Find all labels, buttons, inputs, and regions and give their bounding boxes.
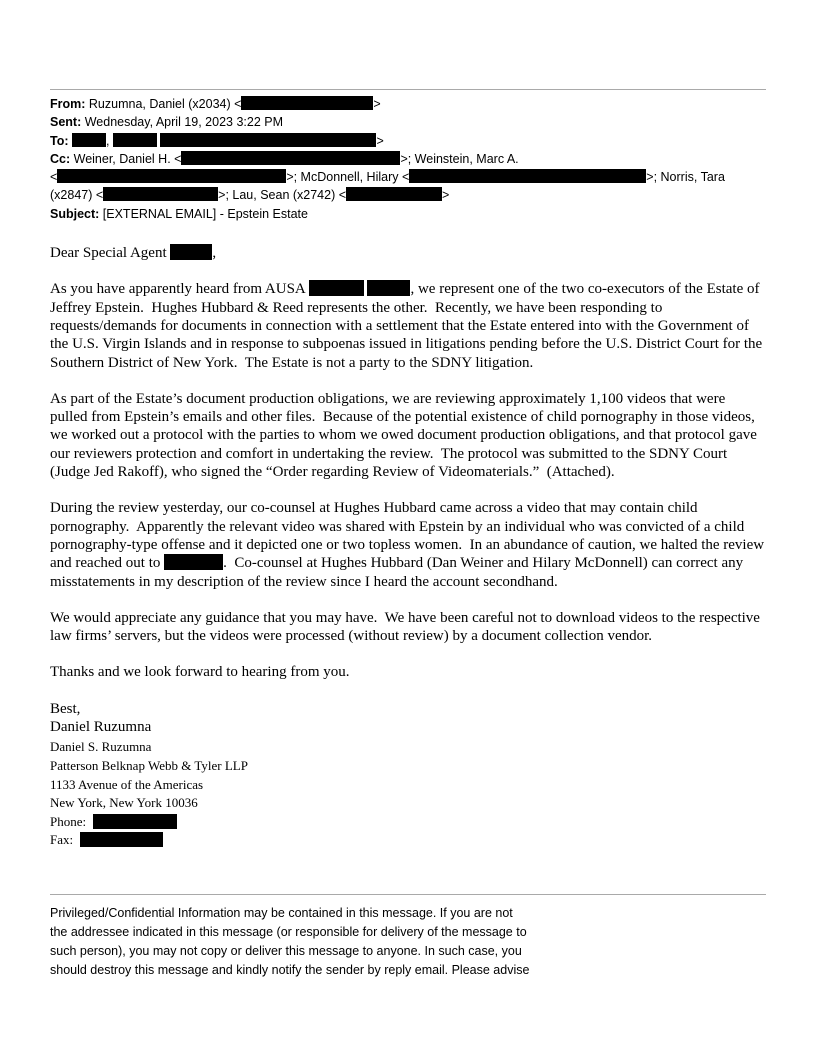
body-paragraph bbox=[50, 609, 766, 646]
text-run: New York, New York 10036 bbox=[50, 795, 198, 811]
redaction-bar bbox=[103, 187, 218, 201]
redaction-bar bbox=[164, 554, 223, 570]
footer-line: should destroy this message and kindly notify the sender by reply email. Please advise bbox=[50, 963, 530, 978]
redaction-bar bbox=[72, 133, 106, 147]
header-field-label: From: bbox=[50, 97, 86, 111]
text-run: As part of the Estate’s document production obligations, we are reviewing approximately 1,100 videos that were pulled from Epstein’s emails and other files. Because of the potential existence of child pornography in those videos, we worked out a protocol with the parties to whom we owed document production obligations, and that protocol gave our reviewers protection and comfort in undertaking the review. The protocol was submitted to the SDNY Court (Judge Jed Rakoff), who signed the “Order regarding Review of Videomaterials.” (Attached). bbox=[50, 390, 761, 481]
text-run: Daniel Ruzumna bbox=[50, 719, 152, 736]
signature-line bbox=[50, 776, 766, 795]
body-paragraph bbox=[50, 499, 766, 590]
footer-line: the addressee indicated in this message (or responsible for delivery of the message to bbox=[50, 925, 527, 940]
text-run: < bbox=[50, 170, 58, 185]
signature-line bbox=[50, 794, 766, 813]
header-line bbox=[50, 186, 766, 204]
text-run: [EXTERNAL EMAIL] - Epstein Estate bbox=[99, 206, 308, 221]
text-run: . Co-counsel at Hughes Hubbard (Dan Weiner and Hilary McDonnell) can correct any misstatements in my description of the review since I heard the account secondhand. bbox=[50, 555, 747, 590]
text-run: Patterson Belknap Webb & Tyler LLP bbox=[50, 757, 248, 773]
redaction-bar bbox=[93, 814, 177, 829]
redaction-bar bbox=[57, 169, 286, 183]
signature-line bbox=[50, 757, 766, 776]
header-line bbox=[50, 113, 766, 131]
text-run: Weiner, Daniel H. < bbox=[70, 151, 182, 166]
text-run: 1133 Avenue of the Americas bbox=[50, 776, 204, 792]
redaction-bar bbox=[309, 280, 364, 296]
redaction-bar bbox=[241, 96, 373, 110]
header-field-label: To: bbox=[50, 133, 69, 148]
text-run: >; Norris, Tara bbox=[646, 170, 725, 185]
redaction-bar bbox=[409, 169, 646, 183]
text-run: Thanks and we look forward to hearing from you. bbox=[50, 664, 350, 681]
redaction-bar bbox=[346, 187, 442, 201]
text-run: >; Weinstein, Marc A. bbox=[400, 151, 519, 166]
redaction-bar bbox=[367, 280, 410, 296]
text-run: (x2847) < bbox=[50, 188, 104, 203]
redaction-bar bbox=[170, 244, 212, 260]
header-line bbox=[50, 150, 766, 168]
text-run: Ruzumna, Daniel (x2034) < bbox=[85, 97, 242, 111]
text-run: Dear Special Agent bbox=[50, 245, 171, 262]
text-run: Wednesday, April 19, 2023 3:22 PM bbox=[81, 115, 283, 130]
text-run: >; Lau, Sean (x2742) < bbox=[218, 188, 347, 203]
text-run: , bbox=[106, 133, 113, 148]
email-body bbox=[50, 244, 766, 736]
redaction-bar bbox=[160, 133, 376, 147]
redaction-bar bbox=[80, 832, 163, 847]
header-line bbox=[50, 168, 766, 186]
body-paragraph bbox=[50, 244, 766, 262]
text-run: Fax: bbox=[50, 832, 80, 848]
footer-line: Privileged/Confidential Information may be contained in this message. If you are not bbox=[50, 905, 513, 920]
text-run: > bbox=[442, 188, 450, 203]
text-run: , we represent one of the two co-executors of the Estate of Jeffrey Epstein. Hughes Hubbard & Reed represents the other. Recently, we have been responding to requests/demands for documents in connection with a settlement that the Estate entered into with the Government of the U.S. Virgin Islands and in response to subpoenas issued in litigations pending before the U.S. District Court for the Southern District of New York. The Estate is not a party to the SDNY litigation. bbox=[50, 281, 766, 371]
text-run: > bbox=[376, 133, 384, 148]
redaction-bar bbox=[113, 133, 157, 147]
text-run: Daniel S. Ruzumna bbox=[50, 739, 152, 755]
header-field-label: Subject: bbox=[50, 206, 100, 221]
signature-line bbox=[50, 813, 766, 832]
body-paragraph bbox=[50, 663, 766, 681]
body-paragraph bbox=[50, 700, 766, 737]
text-run: , bbox=[212, 245, 217, 262]
text-run: We would appreciate any guidance that you may have. We have been careful not to download videos to the respective law firms’ servers, but the videos were processed (without review) by a document collection vendor. bbox=[50, 609, 764, 645]
signature-block bbox=[50, 738, 766, 850]
text-run: >; McDonnell, Hilary < bbox=[286, 170, 410, 185]
header-field-label: Cc: bbox=[50, 151, 71, 166]
header-line bbox=[50, 132, 766, 150]
text-run: Best, bbox=[50, 700, 81, 717]
redaction-bar bbox=[181, 151, 400, 165]
footer-disclaimer bbox=[50, 895, 766, 981]
text-run: As you have apparently heard from AUSA bbox=[50, 281, 309, 298]
text-run: During the review yesterday, our co-counsel at Hughes Hubbard came across a video that may contain child pornography. Apparently the relevant video was shared with Epstein by an individual who was convicted of a child pornography-type offense and it depicted one or two topless women. In an abundance of caution, we halted the review and reached out to bbox=[50, 500, 768, 572]
signature-line bbox=[50, 831, 766, 850]
header-field-label: Sent: bbox=[50, 115, 82, 130]
body-paragraph bbox=[50, 280, 766, 371]
body-paragraph bbox=[50, 390, 766, 481]
signature-line bbox=[50, 738, 766, 757]
footer-line: such person), you may not copy or deliver this message to anyone. In such case, you bbox=[50, 944, 522, 959]
header-line bbox=[50, 95, 766, 113]
text-run: > bbox=[373, 97, 381, 111]
email-header bbox=[50, 90, 766, 223]
text-run: Phone: bbox=[50, 813, 93, 829]
header-line bbox=[50, 205, 766, 223]
